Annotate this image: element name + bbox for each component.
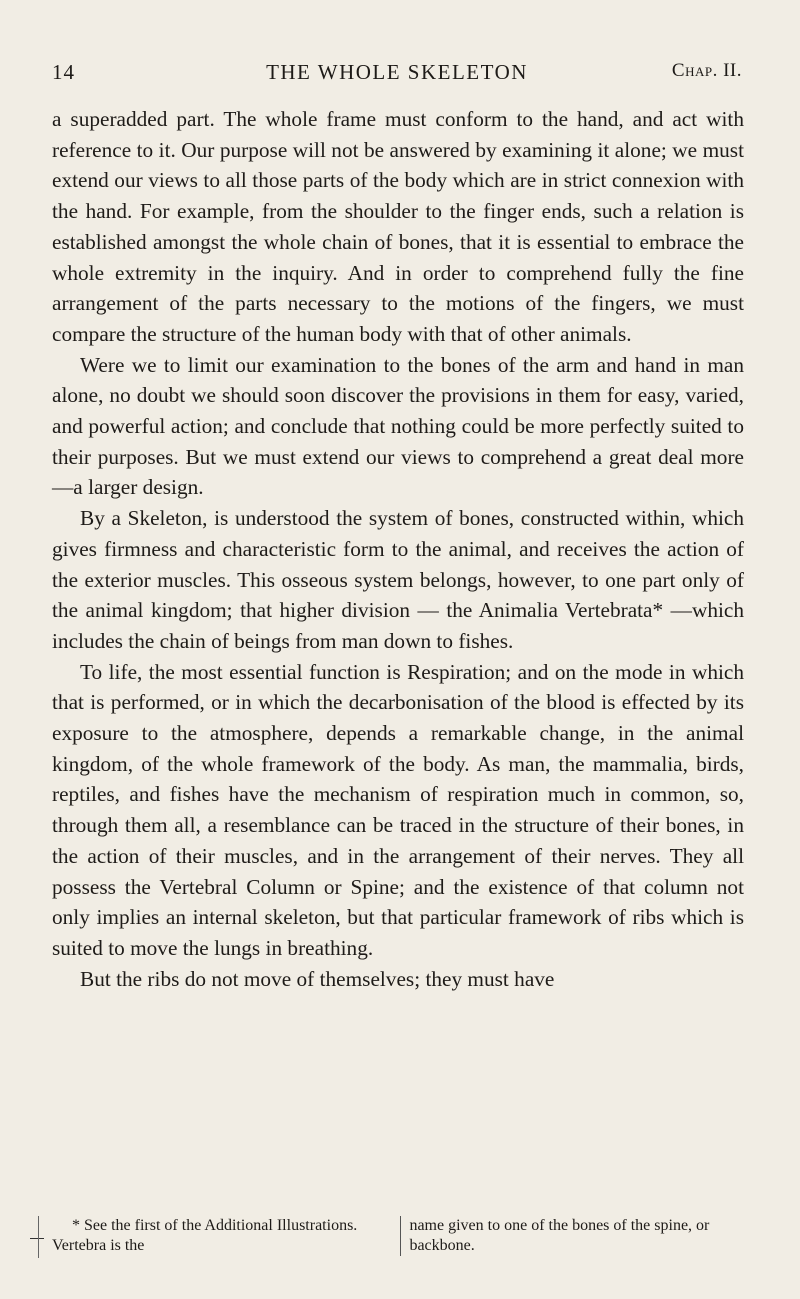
page-number: 14 [52, 60, 75, 84]
running-title: THE WHOLE SKELETON [266, 60, 528, 84]
paragraph-3: By a Skeleton, is understood the system of bones, constructed within, which gives firmness and characteristic form to the animal, and receives the action of the exterior muscles. This osseous system belongs, however, to one part only of the animal kingdom; that higher division — the Animalia Vertebrata* —which includes the chain of beings from man down to fishes. [52, 506, 744, 653]
paragraph-1: a superadded part. The whole frame must conform to the hand, and act with reference to it. Our purpose will not be answered by examining it alone; we must extend our views to all those parts of the body which are in strict connexion with the hand. For example, from the shoulder to the finger ends, such a relation is established amongst the whole chain of bones, that it is essential to embrace the whole extremity in the inquiry. And in order to comprehend fully the fine arrangement of the parts necessary to the motions of the fingers, we must compare the structure of the human body with that of other animals. [52, 107, 744, 346]
paragraph-2: Were we to limit our examination to the bones of the arm and hand in man alone, no doubt we should soon discover the provisions in them for easy, varied, and powerful action; and conclude that nothing could be more perfectly suited to their purposes. But we must extend our views to comprehend a great deal more—a larger design. [52, 352, 744, 500]
paragraph-5: But the ribs do not move of themselves; they must have [80, 966, 555, 991]
running-header [52, 60, 742, 90]
body-text [52, 104, 744, 994]
margin-rule [38, 1216, 39, 1258]
footnote-left-column: * See the first of the Additional Illustrations. Vertebra is the [52, 1216, 401, 1256]
footnote-right-column: name given to one of the bones of the spine, or backbone. [409, 1217, 710, 1254]
footnote [52, 1216, 744, 1256]
margin-mark [30, 1238, 44, 1239]
paragraph-4: To life, the most essential function is Respiration; and on the mode in which that is performed, or in which the decarbonisation of the blood is effected by its exposure to the atmosphere, depends a remarkable change, in the animal kingdom, of the whole framework of the body. As man, the mammalia, birds, reptiles, and fishes have the mechanism of respiration much in common, so, through them all, a resemblance can be traced in the structure of their bones, in the action of their muscles, and in the arrangement of their nerves. They all possess the Vertebral Column or Spine; and the existence of that column not only implies an internal skeleton, but that particular framework of ribs which is suited to move the lungs in breathing. [52, 659, 744, 960]
chapter-label: Chap. II. [671, 60, 742, 81]
